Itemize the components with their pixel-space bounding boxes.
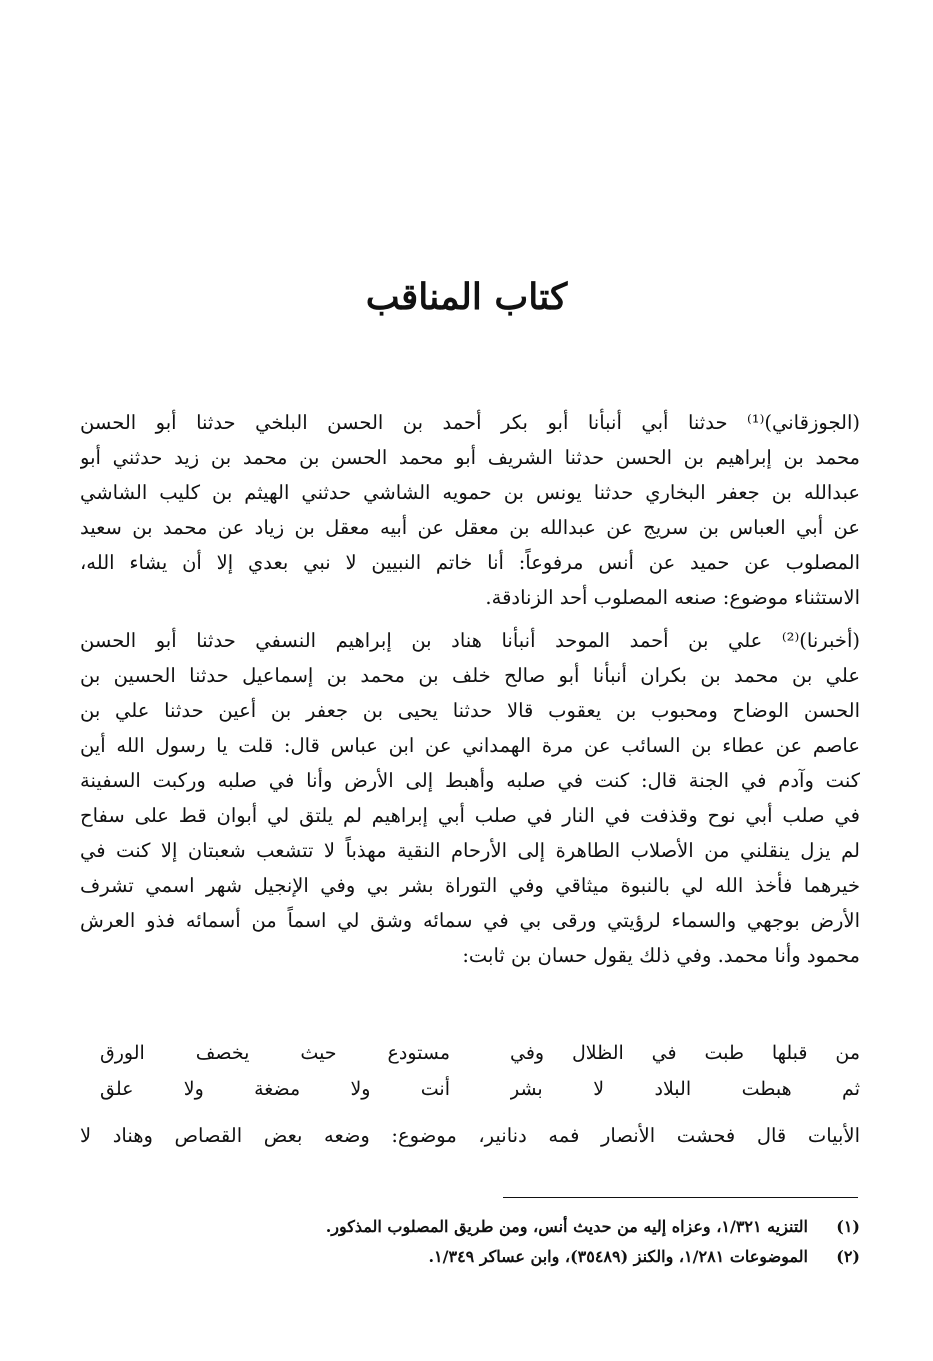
poem-verse xyxy=(100,1035,860,1071)
verse-second-half: أنت ولا مضغة ولا علق xyxy=(100,1078,450,1100)
text-line: عن أبي العباس بن سريج عن عبدالله بن معقل عن أبيه معقل بن زياد عن محمد بن سعيد xyxy=(80,516,860,539)
poem-verse xyxy=(100,1071,860,1107)
text-line: محمد بن إبراهيم بن الحسن حدثنا الشريف أبو محمد الحسن بن محمد بن زيد حدثني أبو xyxy=(80,446,860,469)
text-line: لم يزل ينقلني من الأصلاب الطاهرة إلى الأرحام النقية مهذباً لا تتشعب شعبتان إلا كنت في xyxy=(80,839,860,862)
text-line: عاصم عن عطاء بن السائب عن مرة الهمداني عن ابن عباس قال: قلت يا رسول الله أين xyxy=(80,734,860,757)
text-line: كنت وآدم في الجنة قال: كنت في صلبه وأهبط إلى الأرض وأنا في صلبه وركبت السفينة xyxy=(80,769,860,792)
text-line: في صلب أبي نوح وقذفت في النار في صلب أبي إبراهيم لم يلتق لي أبوان قط على سفاح xyxy=(80,804,860,827)
footnote-number: (١) xyxy=(836,1217,860,1236)
verse-first-half: ثم هبطت البلاد لا بشر xyxy=(510,1078,860,1100)
text-line: خيرهما فأخذ الله لي بالنبوة ميثاقي وفي التوراة بشر بي وفي الإنجيل شهر اسمي تشرف xyxy=(80,874,860,897)
footnote-text: التنزيه ١/٣٢١، وعزاه إليه من حديث أنس، ومن طريق المصلوب المذكور. xyxy=(325,1217,808,1236)
paragraph-1 xyxy=(80,405,860,615)
text-line: (الجوزقاني)⁽¹⁾ حدثنا أبي أنبأنا أبو بكر أحمد بن الحسن البلخي حدثنا أبو الحسن xyxy=(80,411,860,434)
poem-verses xyxy=(100,1035,860,1107)
text-line: الأرض بوجهي والسماء لرؤيتي ورقى بي في سمائه وشق لي اسماً من أسمائه فذو العرش xyxy=(80,909,860,932)
verse-first-half: من قبلها طبت في الظلال وفي xyxy=(510,1042,860,1064)
footnote-divider xyxy=(503,1197,858,1198)
main-text xyxy=(80,405,860,973)
footnote-item xyxy=(80,1212,860,1242)
text-line: محمود وأنا محمد. وفي ذلك يقول حسان بن ثابت: xyxy=(462,944,860,967)
footnote-number: (٢) xyxy=(836,1247,860,1266)
closing-line: الأبيات قال فحشت الأنصار فمه دنانير، موضوع: وضعه بعض القصاص وهناد لا xyxy=(80,1124,860,1147)
text-line: عبدالله بن جعفر البخاري حدثنا يونس بن حمويه الشاشي حدثني الهيثم بن كليب الشاشي xyxy=(80,481,860,504)
footnote-text: الموضوعات ١/٢٨١، والكنز (٣٥٤٨٩)، وابن عساكر ١/٣٤٩. xyxy=(428,1247,808,1266)
text-line: (أخبرنا)⁽²⁾ علي بن أحمد الموحد أنبأنا هناد بن إبراهيم النسفي حدثنا أبو الحسن xyxy=(80,629,860,652)
text-line: الاستثناء موضوع: صنعه المصلوب أحد الزنادقة. xyxy=(485,586,860,609)
footnote-item xyxy=(80,1242,860,1272)
paragraph-gap xyxy=(80,615,860,623)
text-line: المصلوب عن حميد عن أنس مرفوعاً: أنا خاتم النبيين لا نبي بعدي إلا أن يشاء الله، xyxy=(80,551,860,574)
chapter-title: كتاب المناقب xyxy=(365,276,568,318)
paragraph-2 xyxy=(80,623,860,973)
verse-second-half: مستودع حيث يخصف الورق xyxy=(100,1042,450,1064)
text-line: علي بن محمد بن بكران أنبأنا أبو صالح خلف بن محمد بن إسماعيل حدثنا الحسين بن xyxy=(80,664,860,687)
footnotes xyxy=(80,1212,860,1272)
text-line: الحسن الوضاح ومحبوب بن يعقوب قالا حدثنا يحيى بن جعفر بن أعين حدثنا علي بن xyxy=(80,699,860,722)
